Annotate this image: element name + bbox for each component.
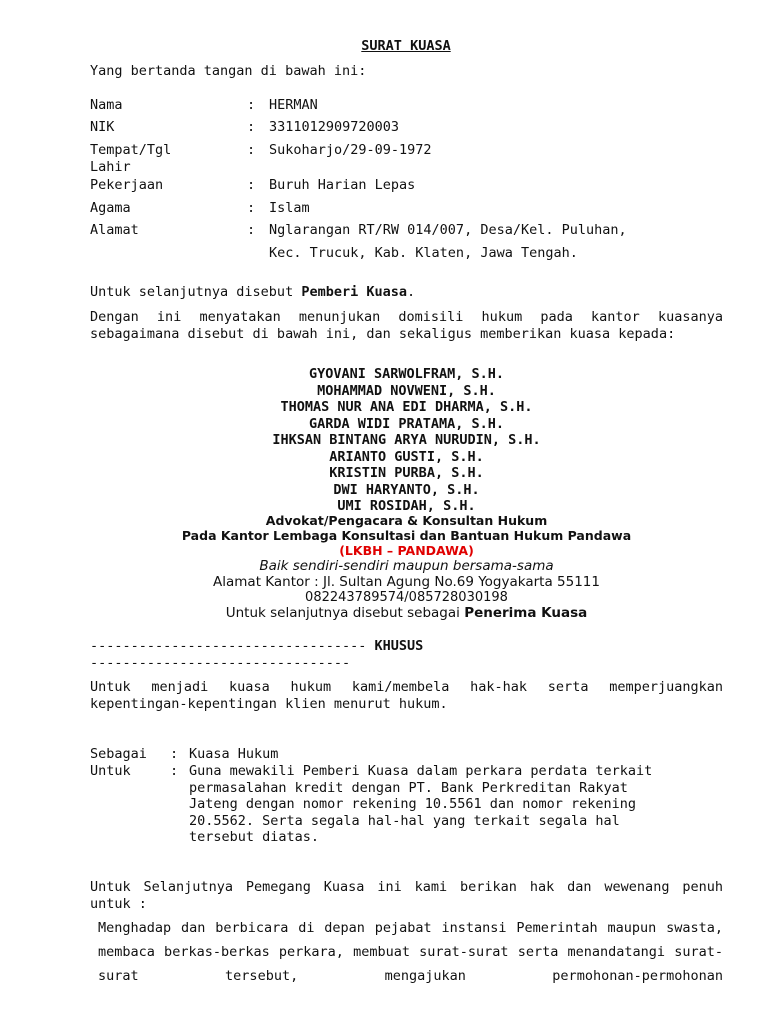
office-abbreviation: (LKBH – PANDAWA) [339,543,474,558]
ttl-label-1: Tempat/Tgl [90,142,172,158]
document-title: SURAT KUASA [361,38,451,54]
ttl-label-2: Lahir [90,159,131,175]
lawyer-name: THOMAS NUR ANA EDI DHARMA, S.H. [280,399,533,415]
lawyer-name: ARIANTO GUSTI, S.H. [329,448,484,465]
lawyer-name: GYOVANI SARWOLFRAM, S.H. [308,366,505,382]
pemberi-bold: Pemberi Kuasa [301,284,407,300]
alamat-line-1: Nglarangan RT/RW 014/007, Desa/Kel. Puluhan, [269,222,627,238]
ttl-value: Sukoharjo/29-09-1972 [269,142,432,158]
khusus-word: KHUSUS [374,638,424,654]
colon: : [247,177,256,193]
lawyer-name: MOHAMMAD NOVWENI, S.H. [317,382,496,399]
colon: : [247,222,256,238]
penerima-bold: Penerima Kuasa [464,605,588,621]
office-role: Advokat/Pengacara & Konsultan Hukum [265,513,548,528]
colon: : [247,119,256,135]
colon: : [170,746,179,762]
nik-value: 3311012909720003 [269,119,400,135]
office-address: Alamat Kantor : Jl. Sultan Agung No.69 Yogyakarta 55111 [213,574,600,590]
pemberi-suffix: . [407,284,416,300]
office-phones: 082243789574/085728030198 [305,590,508,605]
domicile-paragraph: Dengan ini menyatakan menunjukan domisili hukum pada kantor kuasanya sebagaimana disebut di bawah ini, dan sekaligus memberikan kuasa kepada: [90,309,723,342]
sebagai-label: Sebagai [90,746,147,762]
lawyer-name: UMI ROSIDAH, S.H. [337,498,476,514]
dash-line: ---------------------------------- [90,638,375,654]
rights-intro: Untuk Selanjutnya Pemegang Kuasa ini kami berikan hak dan wewenang penuh untuk : [90,879,723,912]
agama-label: Agama [90,200,131,216]
sebagai-value: Kuasa Hukum [189,746,279,762]
penerima-kuasa-line [90,605,723,621]
alamat-label: Alamat [90,222,139,238]
colon: : [247,200,256,216]
agama-value: Islam [269,200,310,216]
alamat-line-2: Kec. Trucuk, Kab. Klaten, Jawa Tengah. [269,245,578,261]
lawyer-name: IHKSAN BINTANG ARYA NURUDIN, S.H. [272,432,541,448]
pekerjaan-label: Pekerjaan [90,177,164,193]
lawyer-name: GARDA WIDI PRATAMA, S.H. [308,415,505,432]
colon: : [247,97,256,113]
lawyer-name: DWI HARYANTO, S.H. [333,481,480,498]
untuk-line: Guna mewakili Pemberi Kuasa dalam perkara perdata terkait [189,763,653,779]
lawyer-list [90,366,723,515]
office-name: Pada Kantor Lembaga Konsultasi dan Bantuan Hukum Pandawa [181,528,632,543]
nik-label: NIK [90,119,115,135]
pemberi-kuasa-line [90,284,723,300]
colon: : [247,142,256,158]
dash-line: -------------------------------- [90,655,351,671]
untuk-value [189,763,652,846]
pemberi-prefix: Untuk selanjutnya disebut [90,284,302,300]
penerima-prefix: Untuk selanjutnya disebut sebagai [225,605,465,621]
nama-label: Nama [90,97,123,113]
colon: : [170,763,179,779]
untuk-line: 20.5562. Serta segala hal-hal yang terkait segala hal [189,812,620,829]
office-together: Baik sendiri-sendiri maupun bersama-sama [259,558,554,574]
nama-value: HERMAN [269,97,318,113]
khusus-heading [90,638,723,654]
lawyer-name: KRISTIN PURBA, S.H. [329,465,484,481]
untuk-label: Untuk [90,763,131,779]
rights-body: Menghadap dan berbicara di depan pejabat instansi Pemerintah maupun swasta, membaca berkas-berkas perkara, membuat surat-surat serta menandatangi surat-surat tersebut, mengajukan permohonan-permohonan [98,920,723,984]
untuk-line: tersebut diatas. [189,829,320,845]
pekerjaan-value: Buruh Harian Lepas [269,177,416,193]
untuk-line: permasalahan kredit dengan PT. Bank Perkreditan Rakyat [189,779,628,796]
untuk-line: Jateng dengan nomor rekening 10.5561 dan nomor rekening [189,796,637,812]
intro-text: Yang bertanda tangan di bawah ini: [90,63,367,79]
purpose-paragraph: Untuk menjadi kuasa hukum kami/membela hak-hak serta memperjuangkan kepentingan-kepentingan klien menurut hukum. [90,679,723,712]
